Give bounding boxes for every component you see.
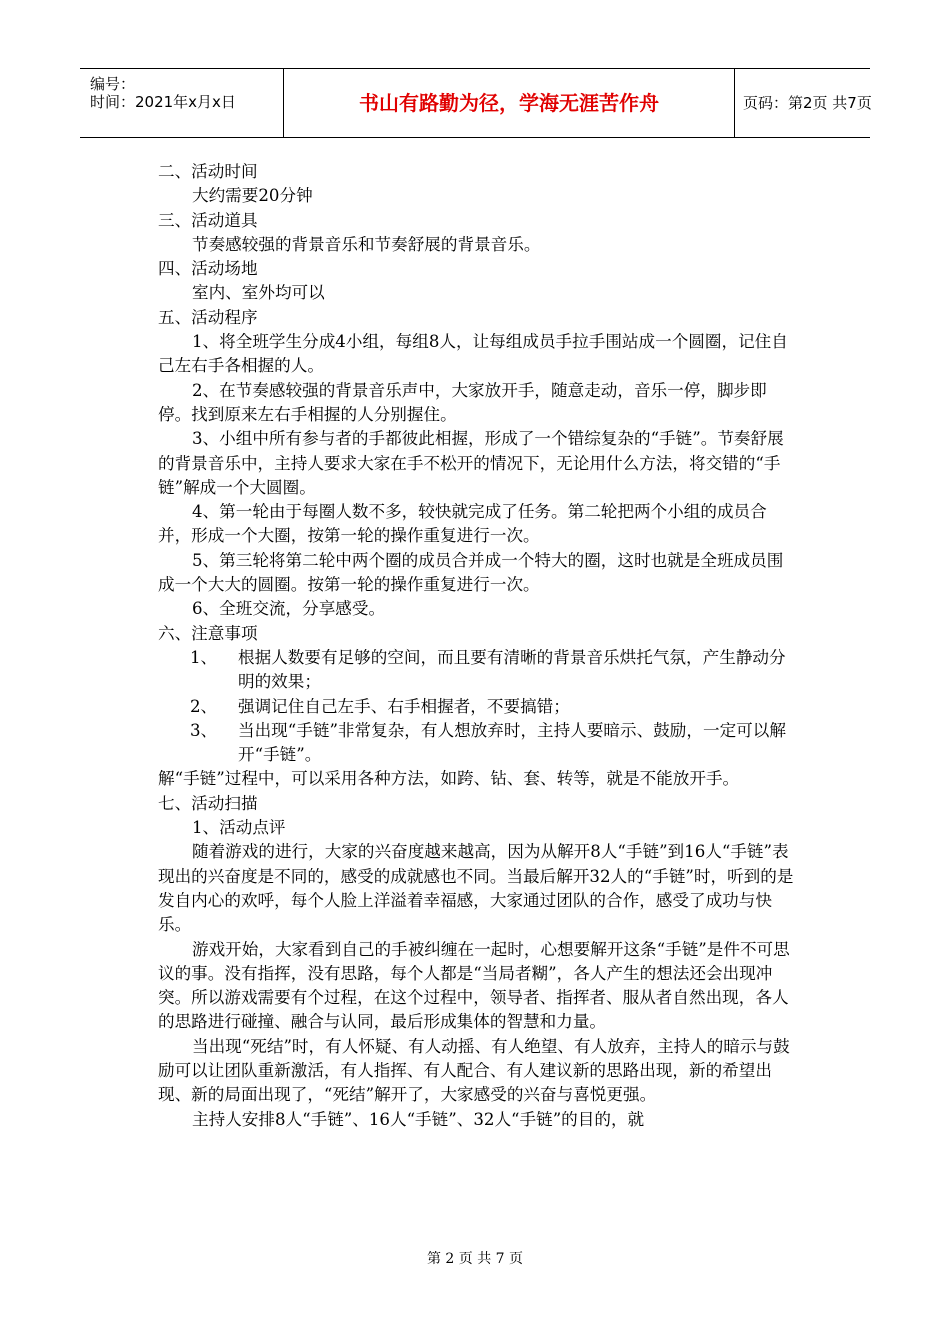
list-text: 强调记住自己左手、右手相握者，不要搞错； (238, 696, 570, 716)
paragraph: 2、在节奏感较强的背景音乐声中，大家放开手，随意走动，音乐一停，脚步即停。找到原来左右手相握的人分别握住。 (158, 380, 767, 424)
page-header (80, 68, 870, 138)
list-text: 根据人数要有足够的空间，而且要有清晰的背景音乐烘托气氛，产生静动分明的效果； (238, 647, 786, 692)
paragraph: 6、全班交流，分享感受。 (192, 599, 386, 619)
paragraph: 解“手链”过程中，可以采用各种方法，如跨、钻、套、转等，就是不能放开手。 (158, 769, 740, 789)
paragraph: 5、第三轮将第二轮中两个圈的成员合并成一个特大的圈，这时也就是全班成员围成一个大大的圆圈。按第一轮的操作重复进行一次。 (158, 550, 784, 595)
section-heading: 三、活动道具 (158, 210, 258, 230)
list-number: 3、 (190, 720, 218, 740)
section-heading: 七、活动扫描 (158, 793, 258, 813)
section-heading: 六、注意事项 (158, 623, 258, 643)
paragraph: 主持人安排8人“手链”、16人“手链”、32人“手链”的目的，就 (192, 1109, 645, 1129)
header-page-label: 页码：第2页 共7页 (743, 94, 872, 112)
paragraph: 3、小组中所有参与者的手都彼此相握，形成了一个错综复杂的“手链”。节奏舒展的背景音乐中，主持人要求大家在手不松开的情况下，无论用什么方法，将交错的“手链”解成一个大圆圈。 (158, 429, 784, 497)
header-motto: 书山有路勤为径，学海无涯苦作舟 (284, 69, 735, 137)
list-item (158, 695, 794, 719)
list-number: 1、 (190, 647, 218, 667)
document-body (158, 160, 794, 1132)
doc-number-label: 编号： (90, 75, 136, 93)
section-text: 节奏感较强的背景音乐和节奏舒展的背景音乐。 (192, 234, 541, 254)
paragraph: 当出现“死结”时，有人怀疑、有人动摇、有人绝望、有人放弃，主持人的暗示与鼓励可以让团队重新激活，有人指挥、有人配合、有人建议新的思路出现，新的希望出现、新的局面出现了，“死结”解开了，大家感受的兴奋与喜悦更强。 (158, 1036, 790, 1105)
section-text: 大约需要20分钟 (192, 186, 313, 206)
paragraph: 1、将全班学生分成4小组，每组8人，让每组成员手拉手围站成一个圆圈，记住自己左右手各相握的人。 (158, 332, 788, 376)
paragraph: 4、第一轮由于每圈人数不多，较快就完成了任务。第二轮把两个小组的成员合并，形成一个大圈，按第一轮的操作重复进行一次。 (158, 502, 767, 546)
page-footer: 第 2 页 共 7 页 (426, 1251, 524, 1267)
section-heading: 二、活动时间 (158, 162, 258, 181)
section-heading: 五、活动程序 (158, 307, 258, 327)
paragraph: 游戏开始，大家看到自己的手被纠缠在一起时，心想要解开这条“手链”是件不可思议的事。没有指挥，没有思路，每个人都是“当局者糊”，各人产生的想法还会出现冲突。所以游戏需要有个过程，在这个过程中，领导者、指挥者、服从者自然出现，各人的思路进行碰撞、融合与认同，最后形成集体的智慧和力量。 (158, 939, 790, 1032)
doc-time-label: 时间：2021年x月x日 (90, 93, 236, 111)
list-text: 当出现“手链”非常复杂，有人想放弃时，主持人要暗示、鼓励，一定可以解开“手链”。 (238, 720, 786, 765)
list-number: 2、 (190, 696, 218, 716)
section-heading: 四、活动场地 (158, 259, 258, 279)
section-text: 室内、室外均可以 (192, 283, 325, 303)
paragraph: 随着游戏的进行，大家的兴奋度越来越高，因为从解开8人“手链”到16人“手链”表现出的兴奋度是不同的，感受的成就感也不同。当最后解开32人的“手链”时，听到的是发自内心的欢呼，每个人脸上洋溢着幸福感，大家通过团队的合作，感受了成功与快乐。 (158, 842, 794, 935)
list-item (158, 719, 794, 768)
list-item (158, 646, 794, 695)
header-meta (80, 69, 284, 137)
sub-heading: 1、活动点评 (192, 818, 286, 838)
